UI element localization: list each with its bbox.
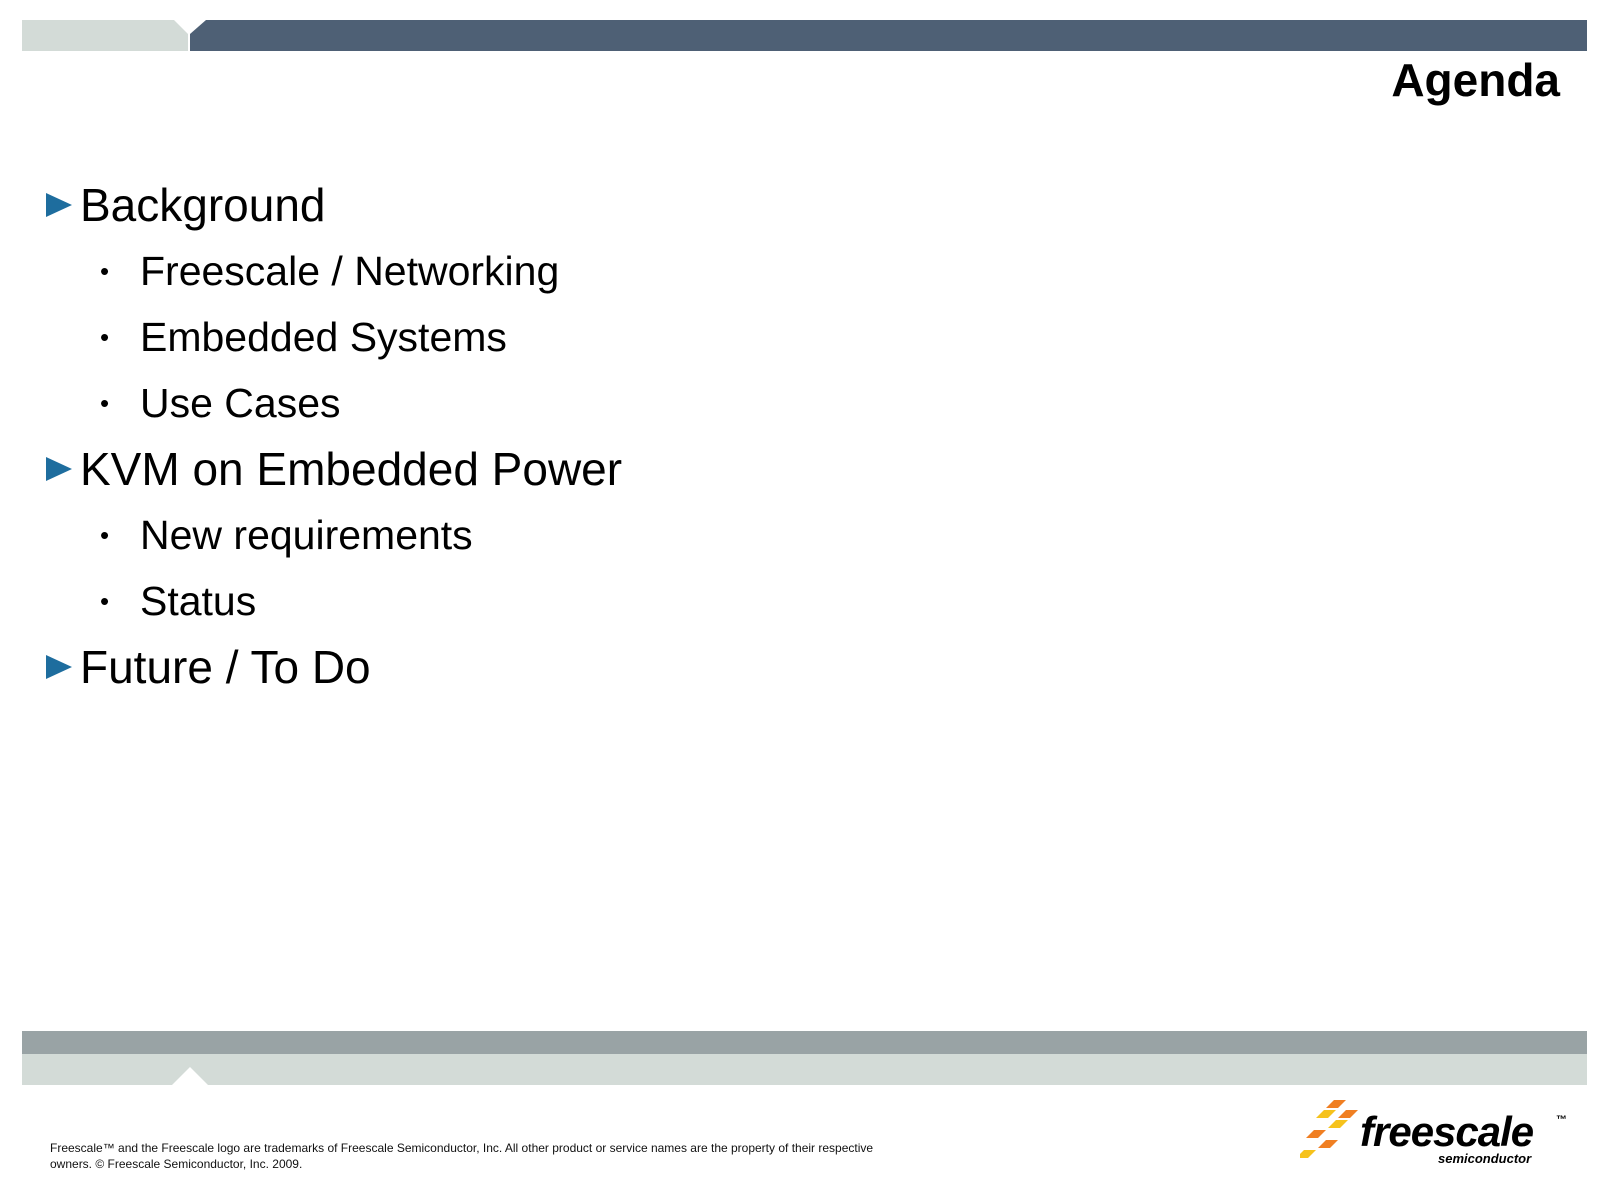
footer-band-dark [22, 1031, 1587, 1054]
agenda-subitem-label: Embedded Systems [140, 314, 507, 360]
sub-bullet: • [100, 388, 110, 418]
freescale-logo [1300, 1098, 1580, 1178]
agenda-section-background [44, 172, 1044, 238]
agenda-subitem [44, 568, 1044, 634]
agenda-subitem-label: New requirements [140, 512, 473, 558]
agenda-subitem [44, 502, 1044, 568]
footer-legal-line2: owners. © Freescale Semiconductor, Inc. 2009. [50, 1157, 303, 1171]
agenda-section-kvm [44, 436, 1044, 502]
sub-bullet: • [100, 256, 110, 286]
sub-bullet: • [100, 586, 110, 616]
footer-band [22, 1031, 1587, 1085]
agenda-list [44, 172, 1044, 700]
footer-legal-line1: Freescale™ and the Freescale logo are trademarks of Freescale Semiconductor, Inc. All other product or service names are the property of their respective [50, 1141, 874, 1155]
header-band-dark [190, 20, 1587, 51]
logo-wordmark: freescale [1360, 1108, 1534, 1155]
header-band-light [22, 20, 188, 51]
agenda-subitem [44, 238, 1044, 304]
slide-title: Agenda [1391, 54, 1560, 106]
header-band [22, 20, 1587, 51]
agenda-section-label: KVM on Embedded Power [80, 443, 623, 495]
agenda-section-label: Future / To Do [80, 641, 371, 693]
agenda-subitem-label: Use Cases [140, 380, 341, 426]
agenda-subitem-label: Freescale / Networking [140, 248, 560, 294]
agenda-section-future [44, 634, 1044, 700]
agenda-subitem [44, 304, 1044, 370]
agenda-section-label: Background [80, 179, 326, 231]
triangle-arrow-icon [44, 192, 74, 218]
agenda-subitem-label: Status [140, 578, 257, 624]
footer-legal-text [50, 1140, 1000, 1172]
triangle-arrow-icon [44, 456, 74, 482]
sub-bullet: • [100, 322, 110, 352]
sub-bullet: • [100, 520, 110, 550]
triangle-arrow-icon [44, 654, 74, 680]
logo-subtitle: semiconductor [1438, 1151, 1532, 1166]
footer-band-light [22, 1054, 1587, 1085]
agenda-subitem [44, 370, 1044, 436]
logo-trademark: ™ [1556, 1114, 1567, 1126]
